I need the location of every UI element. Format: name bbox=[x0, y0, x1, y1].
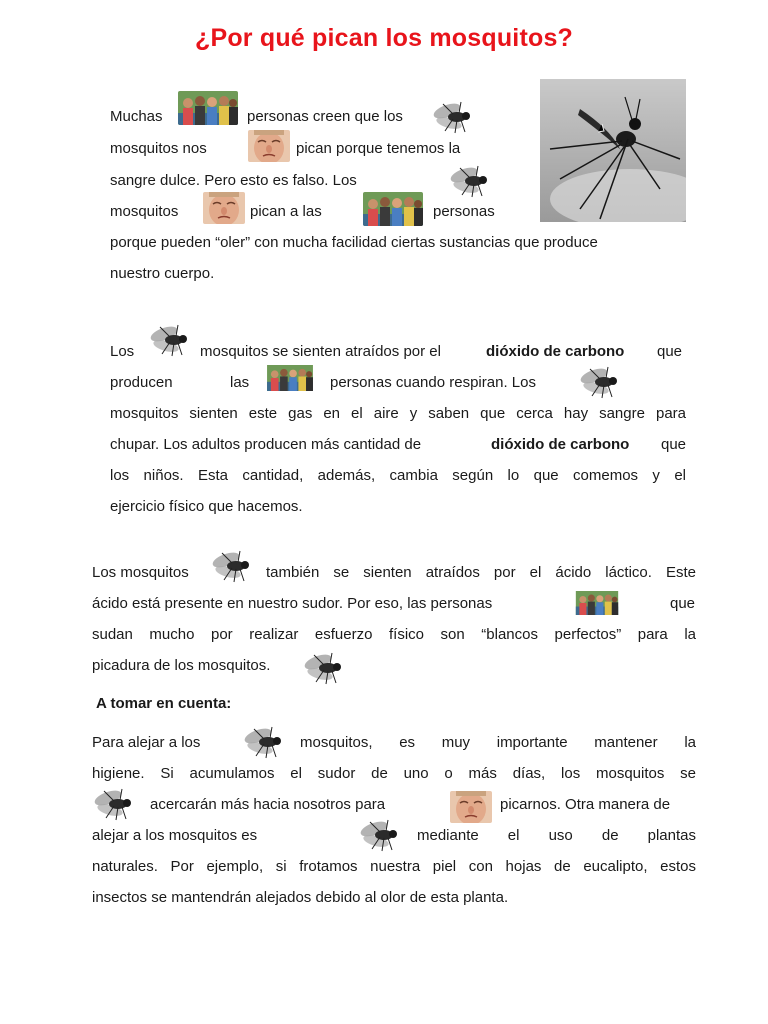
people-group-image bbox=[178, 91, 238, 125]
p1-line5: porque pueden “oler” con mucha facilidad ciertas sustancias que produce bbox=[110, 234, 598, 251]
p3-line1a: Los mosquitos bbox=[92, 564, 189, 581]
p4-line5: naturales. Por ejemplo, si frotamos nuestra piel con hojas de eucalipto, estos bbox=[92, 858, 696, 875]
p4-line4b: mediante el uso de plantas bbox=[417, 827, 696, 844]
p1-line1a: Muchas bbox=[110, 108, 163, 125]
people-group-image bbox=[260, 365, 320, 391]
fly-icon bbox=[242, 724, 286, 760]
p3-line2a: ácido está presente en nuestro sudor. Por eso, las personas bbox=[92, 595, 493, 612]
p2-line4c: que bbox=[661, 436, 687, 453]
p2-line2b: las bbox=[230, 374, 250, 391]
page-title: ¿Por qué pican los mosquitos? bbox=[194, 24, 574, 52]
p1-line1b: personas creen que los bbox=[247, 108, 403, 125]
p1-line2b: pican porque tenemos la bbox=[296, 140, 461, 157]
p2-line4a: chupar. Los adultos producen más cantidad de bbox=[110, 436, 422, 453]
p4-line2: higiene. Si acumulamos el sudor de uno o más días, los mosquitos se bbox=[92, 765, 696, 782]
p2-line1d: que bbox=[657, 343, 683, 360]
subheading: A tomar en cuenta: bbox=[96, 695, 232, 712]
p2-line4b: dióxido de carbono bbox=[491, 436, 630, 453]
p3-line4: picadura de los mosquitos. bbox=[92, 657, 271, 674]
fly-icon bbox=[431, 99, 475, 135]
p2-line2a: producen bbox=[110, 374, 173, 391]
p1-line6: nuestro cuerpo. bbox=[110, 265, 215, 282]
p4-line6: insectos se mantendrán alejados debido al olor de esta planta. bbox=[92, 889, 509, 906]
p1-line4b: pican a las bbox=[250, 203, 322, 220]
p1-line3: sangre dulce. Pero esto es falso. Los bbox=[110, 172, 357, 189]
fly-icon bbox=[302, 650, 346, 686]
p2-line1a: Los bbox=[110, 343, 135, 360]
fly-icon bbox=[358, 817, 402, 853]
p4-line3b: picarnos. Otra manera de bbox=[500, 796, 671, 813]
p1-line4a: mosquitos bbox=[110, 203, 179, 220]
p2-line1c: dióxido de carbono bbox=[486, 343, 625, 360]
p3-line2b: que bbox=[670, 595, 696, 612]
fly-icon bbox=[448, 163, 492, 199]
p1-line2a: mosquitos nos bbox=[110, 140, 207, 157]
p4-line4a: alejar a los mosquitos es bbox=[92, 827, 258, 844]
p2-line2c: personas cuando respiran. Los bbox=[330, 374, 536, 391]
face-image bbox=[203, 192, 245, 224]
fly-icon bbox=[92, 786, 136, 822]
fly-icon bbox=[148, 322, 192, 358]
p2-line5: los niños. Esta cantidad, además, cambia según lo que comemos y el bbox=[110, 467, 686, 484]
p4-line1b: mosquitos, es muy importante mantener la bbox=[300, 734, 696, 751]
p1-line4c: personas bbox=[433, 203, 495, 220]
p3-line1b: también se sienten atraídos por el ácido láctico. Este bbox=[266, 564, 696, 581]
p4-line3a: acercarán más hacia nosotros para bbox=[150, 796, 386, 813]
p2-line3: mosquitos sienten este gas en el aire y saben que cerca hay sangre para bbox=[110, 405, 686, 422]
face-image bbox=[248, 130, 290, 162]
p4-line1a: Para alejar a los bbox=[92, 734, 201, 751]
people-group-image bbox=[363, 192, 423, 226]
face-image bbox=[450, 791, 492, 823]
p2-line6: ejercicio físico que hacemos. bbox=[110, 498, 303, 515]
people-group-image bbox=[567, 591, 627, 615]
fly-icon bbox=[210, 548, 254, 584]
p3-line3: sudan mucho por realizar esfuerzo físico son “blancos perfectos” para la bbox=[92, 626, 696, 643]
p2-line1b: mosquitos se sienten atraídos por el bbox=[200, 343, 441, 360]
mosquito-photo bbox=[540, 79, 686, 222]
fly-icon bbox=[578, 364, 622, 400]
